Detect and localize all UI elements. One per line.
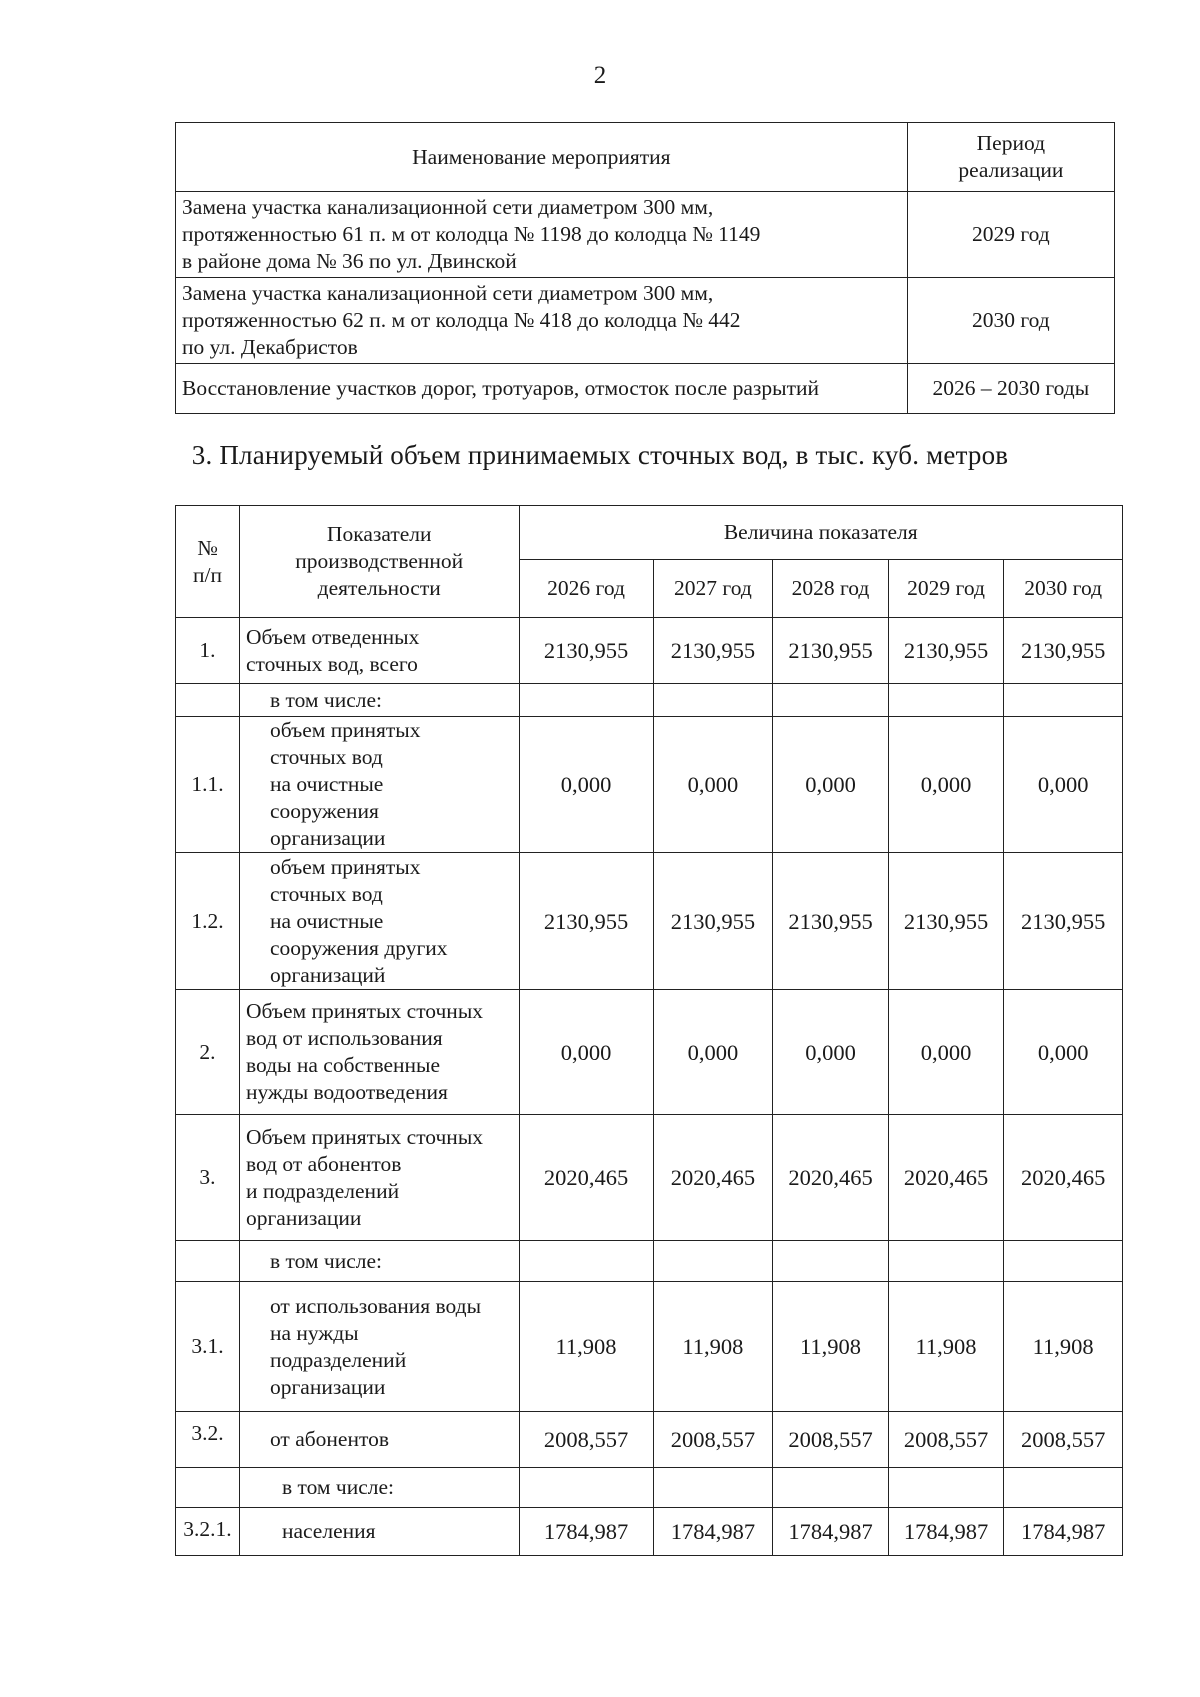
page-number: 2 — [593, 62, 607, 89]
row-indicator: Объем принятых сточных вод от использования воды на собственные нужды водоотведения — [239, 990, 519, 1115]
row-indicator: в том числе: — [239, 684, 519, 717]
events-header-period: Период реализации — [907, 123, 1114, 192]
row-number — [176, 1241, 240, 1282]
table-row — [176, 1115, 1123, 1241]
header-year: 2026 год — [519, 560, 653, 618]
row-value: 2130,955 — [519, 618, 653, 684]
event-period: 2029 год — [907, 192, 1114, 278]
row-value: 0,000 — [773, 990, 889, 1115]
event-name: Замена участка канализационной сети диаметром 300 мм, протяженностью 62 п. м от колодца № 418 до колодца № 442 по ул. Декабристов — [176, 278, 908, 364]
row-value: 2130,955 — [1004, 853, 1123, 990]
row-value: 2008,557 — [773, 1412, 889, 1468]
volume-table-body — [176, 618, 1123, 1556]
row-value — [519, 1241, 653, 1282]
row-value: 2020,465 — [653, 1115, 773, 1241]
header-year: 2028 год — [773, 560, 889, 618]
row-value: 0,000 — [1004, 990, 1123, 1115]
row-value: 2020,465 — [888, 1115, 1004, 1241]
row-indicator: объем принятых сточных вод на очистные сооружения организации — [239, 717, 519, 853]
table-row — [176, 192, 1115, 278]
row-value: 1784,987 — [653, 1508, 773, 1556]
row-indicator: в том числе: — [239, 1241, 519, 1282]
row-value: 1784,987 — [888, 1508, 1004, 1556]
row-value: 2130,955 — [653, 853, 773, 990]
row-value — [653, 684, 773, 717]
row-value — [773, 1241, 889, 1282]
row-number — [176, 684, 240, 717]
row-value: 1784,987 — [519, 1508, 653, 1556]
header-year: 2029 год — [888, 560, 1004, 618]
row-value: 2130,955 — [888, 853, 1004, 990]
volume-table — [175, 505, 1123, 1556]
table-row — [176, 684, 1123, 717]
row-value: 0,000 — [888, 717, 1004, 853]
table-row — [176, 278, 1115, 364]
row-indicator: Объем отведенных сточных вод, всего — [239, 618, 519, 684]
header-year: 2027 год — [653, 560, 773, 618]
row-value — [653, 1241, 773, 1282]
table-row — [176, 1508, 1123, 1556]
row-number: 3.2. — [176, 1412, 240, 1468]
event-period: 2026 – 2030 годы — [907, 364, 1114, 414]
events-table-header — [176, 123, 1115, 192]
section-title: 3. Планируемый объем принимаемых сточных вод, в тыс. куб. метров — [191, 440, 1009, 470]
row-value: 2008,557 — [653, 1412, 773, 1468]
row-value — [1004, 1468, 1123, 1508]
row-indicator: Объем принятых сточных вод от абонентов и подразделений организации — [239, 1115, 519, 1241]
row-value: 0,000 — [653, 717, 773, 853]
row-value: 2020,465 — [519, 1115, 653, 1241]
row-indicator: от абонентов — [239, 1412, 519, 1468]
row-value: 0,000 — [888, 990, 1004, 1115]
row-value — [888, 684, 1004, 717]
row-number: 3.1. — [176, 1282, 240, 1412]
row-value: 11,908 — [773, 1282, 889, 1412]
event-name: Замена участка канализационной сети диаметром 300 мм, протяженностью 61 п. м от колодца № 1198 до колодца № 1149 в районе дома № 36 по ул. Двинской — [176, 192, 908, 278]
row-value: 1784,987 — [773, 1508, 889, 1556]
table-row — [176, 853, 1123, 990]
row-number — [176, 1468, 240, 1508]
row-value: 2130,955 — [773, 618, 889, 684]
row-value: 2020,465 — [1004, 1115, 1123, 1241]
row-value: 2008,557 — [1004, 1412, 1123, 1468]
row-value: 1784,987 — [1004, 1508, 1123, 1556]
row-indicator: объем принятых сточных вод на очистные сооружения других организаций — [239, 853, 519, 990]
row-value — [888, 1468, 1004, 1508]
table-row — [176, 1282, 1123, 1412]
table-row — [176, 618, 1123, 684]
row-number: 3. — [176, 1115, 240, 1241]
header-indicator: Показатели производственной деятельности — [239, 506, 519, 618]
event-name: Восстановление участков дорог, тротуаров, отмосток после разрытий — [176, 364, 908, 414]
table-row — [176, 1241, 1123, 1282]
events-table — [175, 122, 1115, 414]
row-value — [1004, 684, 1123, 717]
row-value: 2130,955 — [653, 618, 773, 684]
row-value — [773, 1468, 889, 1508]
row-value: 11,908 — [653, 1282, 773, 1412]
row-indicator: от использования воды на нужды подразделений организации — [239, 1282, 519, 1412]
row-value: 11,908 — [888, 1282, 1004, 1412]
header-value-group: Величина показателя — [519, 506, 1123, 560]
row-value: 2008,557 — [519, 1412, 653, 1468]
row-value: 2130,955 — [519, 853, 653, 990]
row-number: 3.2.1. — [176, 1508, 240, 1556]
row-number: 1.2. — [176, 853, 240, 990]
row-value: 11,908 — [1004, 1282, 1123, 1412]
volume-table-header — [176, 506, 1123, 560]
row-value — [519, 684, 653, 717]
row-value: 0,000 — [519, 717, 653, 853]
row-value: 2130,955 — [888, 618, 1004, 684]
row-value: 2008,557 — [888, 1412, 1004, 1468]
table-row — [176, 1412, 1123, 1468]
header-year: 2030 год — [1004, 560, 1123, 618]
row-value: 0,000 — [1004, 717, 1123, 853]
row-number: 1. — [176, 618, 240, 684]
row-value: 11,908 — [519, 1282, 653, 1412]
row-value: 0,000 — [519, 990, 653, 1115]
events-header-name: Наименование мероприятия — [176, 123, 908, 192]
row-indicator: в том числе: — [239, 1468, 519, 1508]
row-number: 2. — [176, 990, 240, 1115]
table-row — [176, 1468, 1123, 1508]
table-row — [176, 990, 1123, 1115]
table-row — [176, 717, 1123, 853]
event-period: 2030 год — [907, 278, 1114, 364]
table-row — [176, 364, 1115, 414]
row-value — [653, 1468, 773, 1508]
row-value — [1004, 1241, 1123, 1282]
row-indicator: населения — [239, 1508, 519, 1556]
row-value: 2130,955 — [1004, 618, 1123, 684]
header-number: № п/п — [176, 506, 240, 618]
row-number: 1.1. — [176, 717, 240, 853]
row-value — [888, 1241, 1004, 1282]
row-value — [773, 684, 889, 717]
row-value: 2020,465 — [773, 1115, 889, 1241]
row-value: 2130,955 — [773, 853, 889, 990]
row-value — [519, 1468, 653, 1508]
row-value: 0,000 — [653, 990, 773, 1115]
row-value: 0,000 — [773, 717, 889, 853]
